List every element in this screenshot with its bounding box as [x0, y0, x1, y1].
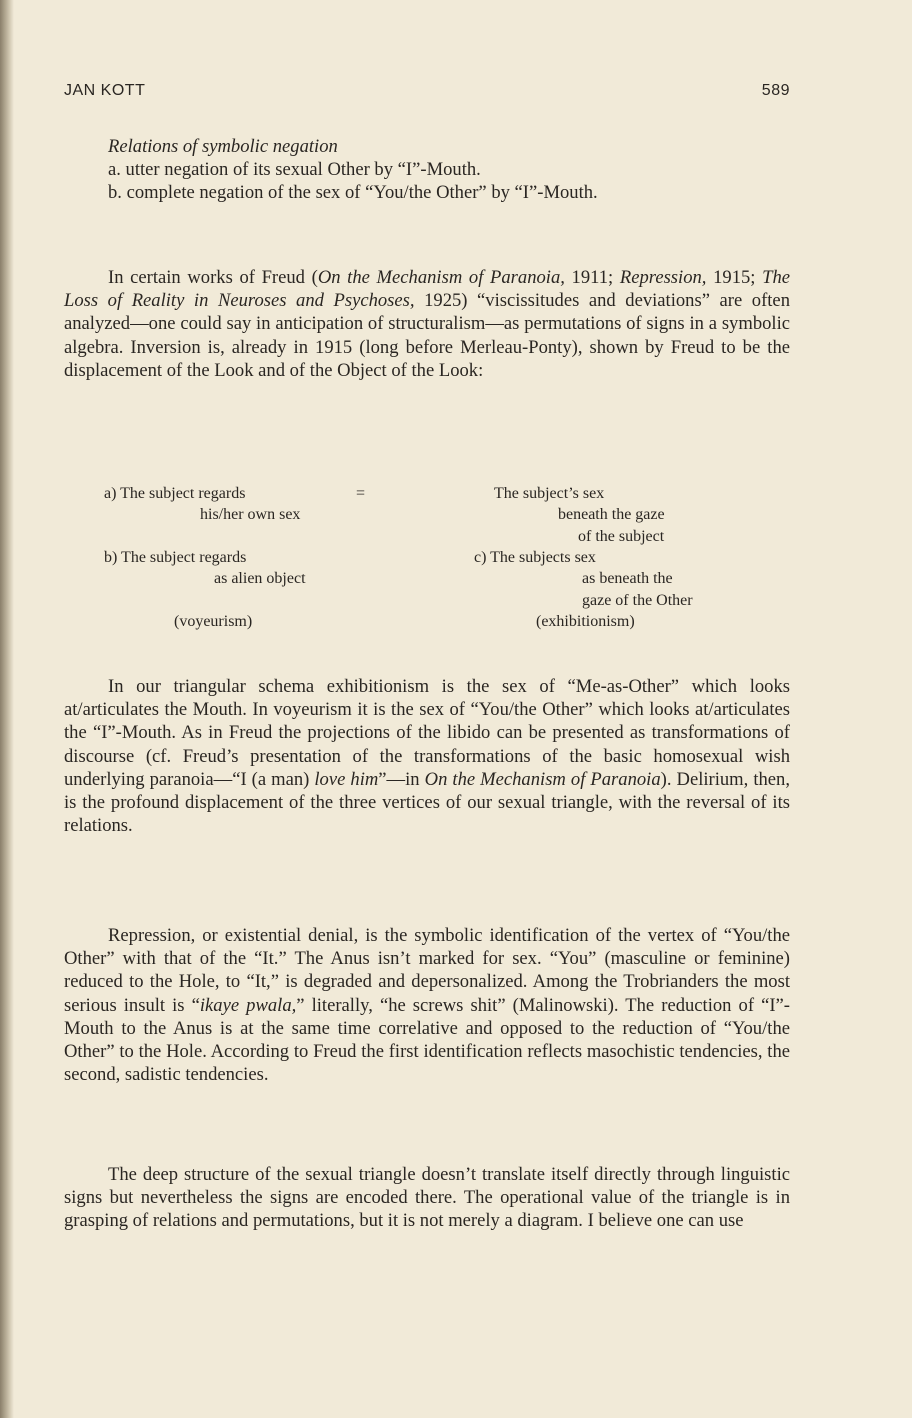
paragraph-freud-works	[64, 266, 790, 382]
inversion-schema	[64, 483, 790, 663]
schema-a-line2: his/her own sex	[200, 506, 301, 523]
schema-voyeurism: (voyeurism)	[174, 613, 253, 630]
schema-c-label: c) The subjects sex	[474, 549, 596, 566]
relations-list	[108, 135, 788, 205]
schema-b-line2: as alien object	[214, 570, 306, 587]
text-run: 1915;	[706, 267, 763, 288]
schema-right1-line3: of the subject	[578, 528, 665, 545]
schema-right1-line2: beneath the gaze	[558, 506, 665, 523]
running-head	[64, 82, 790, 104]
relations-item-a: a. utter negation of its sexual Other by “I”-Mouth.	[108, 159, 481, 181]
text-run: 1911;	[564, 267, 620, 288]
title-loss-of-reality: The Loss of Reality in Neuroses and Psychoses,	[64, 267, 790, 312]
text-run: ”—in	[378, 768, 425, 790]
text-run: 1925) “viscissitudes and deviations” are often analyzed—one could say in anticipation of structuralism—as permutations of signs in a symbolic algebra. Inversion is, already in 1915 (long before Merleau-Ponty), shown by Freud to be the displacement of the Look and of the Object of the Look:	[64, 290, 790, 381]
text-run: In our triangular schema exhibitionism is the sex of “Me-as-Other” which looks at/articulates the Mouth. In voyeurism it is the sex of “You/the Other” which looks at/articulates the “I”-Mouth. As in Freud the projections of the libido can be presented as transformations of discourse (cf. Freud’s presentation of the transformations of the basic homosexual wish underlying paranoia—“I (a man)	[64, 676, 790, 790]
running-head-author: JAN KOTT	[64, 82, 146, 99]
paragraph-repression	[64, 924, 790, 1086]
schema-c-line3: gaze of the Other	[582, 592, 693, 609]
schema-a-label: a) The subject regards	[104, 485, 246, 502]
schema-c-line2: as beneath the	[582, 570, 673, 587]
text-run: In certain works of Freud (	[108, 267, 318, 288]
title-repression: Repression,	[619, 267, 707, 288]
page-number: 589	[761, 82, 790, 99]
text-run: ” literally, “he screws shit” (Malinowski). The reduction of “I”-Mouth to the Anus is at the same time correlative and opposed to the reduction of “You/the Other” to the Hole. According to Freud the first identification reflects masochistic tendencies, the second, sadistic tendencies.	[64, 994, 790, 1086]
title-mechanism-paranoia: On the Mechanism of Paranoia	[424, 768, 661, 790]
schema-exhibitionism: (exhibitionism)	[536, 613, 635, 630]
relations-title: Relations of symbolic negation	[108, 136, 338, 157]
paragraph-triangular-schema	[64, 675, 790, 837]
text-run: The deep structure of the sexual triangle doesn’t translate itself directly through linguistic signs but nevertheless the signs are encoded there. The operational value of the triangle is in grasping of relations and permutations, but it is not merely a diagram. I believe one can use	[64, 1164, 790, 1232]
book-spine-shadow	[0, 0, 14, 1418]
text-run: ). Delirium, then, is the profound displacement of the three vertices of our sexual triangle, with the reversal of its relations.	[64, 768, 790, 837]
text-run: Repression, or existential denial, is the symbolic identification of the vertex of “You/the Other” with that of the “It.” The Anus isn’t marked for sex. “You” (masculine or feminine) reduced to the Hole, to “It,” is degraded and depersonalized. Among the Trobrianders the most serious insult is “	[64, 925, 790, 1016]
schema-right1-line1: The subject’s sex	[494, 485, 605, 502]
schema-equals-sign: =	[356, 485, 366, 502]
term-ikaye-pwala: ikaye pwala,	[199, 994, 297, 1016]
paragraph-deep-structure	[64, 1163, 790, 1233]
title-mechanism-paranoia: On the Mechanism of Paranoia,	[317, 267, 565, 288]
emphasis-love-him: love him	[314, 768, 379, 790]
relations-item-b: b. complete negation of the sex of “You/the Other” by “I”-Mouth.	[108, 182, 598, 204]
schema-b-label: b) The subject regards	[104, 549, 247, 566]
